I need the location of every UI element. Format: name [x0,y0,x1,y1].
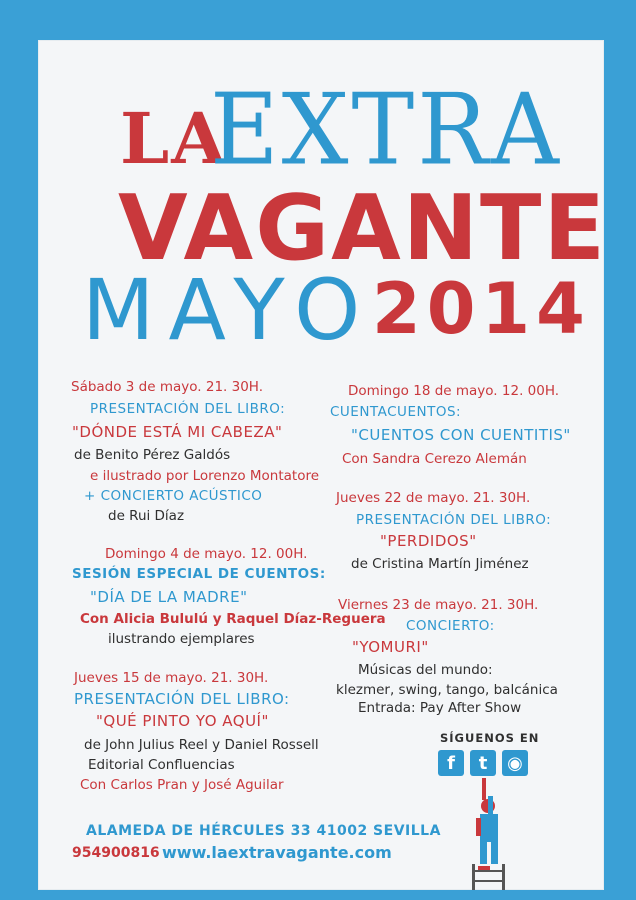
event-detail: de John Julius Reel y Daniel Rossell [84,737,319,753]
website-link[interactable]: www.laextravagante.com [162,843,392,862]
event-detail: Con Sandra Cerezo Alemán [342,451,527,467]
event-type: PRESENTACIÓN DEL LIBRO: [74,690,290,708]
event-detail: de Cristina Martín Jiménez [351,556,529,572]
instagram-icon[interactable]: ◉ [502,750,528,776]
twitter-icon[interactable]: t [470,750,496,776]
event-detail: Músicas del mundo: [358,662,493,678]
event-type: CUENTACUENTOS: [330,404,462,420]
facebook-icon[interactable]: f [438,750,464,776]
poster [38,40,607,890]
event-detail: Editorial Confluencias [88,757,235,773]
title-extra: EXTRA [210,73,562,188]
painter-illustration [458,778,518,890]
event-title: "DÓNDE ESTÁ MI CABEZA" [72,423,283,441]
title-la: LA [120,97,228,180]
event-type: PRESENTACIÓN DEL LIBRO: [356,512,552,528]
event-date: Jueves 22 de mayo. 21. 30H. [336,490,531,506]
event-title: "YOMURI" [352,638,429,656]
address: ALAMEDA DE HÉRCULES 33 41002 SEVILLA [86,823,441,839]
title-vagante: VAGANTE [118,176,607,281]
event-title: "PERDIDOS" [380,532,477,550]
event-detail: Con Carlos Pran y José Aguilar [80,777,284,793]
event-title: "QUÉ PINTO YO AQUÍ" [96,712,269,730]
event-detail: + CONCIERTO ACÚSTICO [84,488,263,504]
event-detail: de Rui Díaz [108,508,185,524]
social-icons [438,750,528,776]
social-label: SÍGUENOS EN [440,731,540,745]
event-date: Viernes 23 de mayo. 21. 30H. [338,597,539,613]
event-date: Domingo 18 de mayo. 12. 00H. [348,383,560,399]
event-detail: klezmer, swing, tango, balcánica [336,682,558,698]
event-title: "DÍA DE LA MADRE" [90,588,248,606]
event-detail: Entrada: Pay After Show [358,700,522,716]
event-date: Domingo 4 de mayo. 12. 00H. [105,546,308,562]
event-date: Sábado 3 de mayo. 21. 30H. [71,379,264,395]
event-detail: Con Alicia Bululú y Raquel Díaz-Reguera [80,611,386,627]
event-title: "CUENTOS CON CUENTITIS" [351,426,571,444]
event-detail: ilustrando ejemplares [108,631,255,647]
phone: 954900816 [72,845,160,861]
event-detail: de Benito Pérez Galdós [74,447,231,463]
event-type: CONCIERTO: [406,618,495,634]
event-type: SESIÓN ESPECIAL DE CUENTOS: [72,566,326,582]
title-year: 2014 [372,268,591,350]
event-date: Jueves 15 de mayo. 21. 30H. [74,670,269,686]
event-type: PRESENTACIÓN DEL LIBRO: [90,401,286,417]
event-detail: e ilustrado por Lorenzo Montatore [90,468,320,484]
title-mayo: MAYO [82,261,375,359]
